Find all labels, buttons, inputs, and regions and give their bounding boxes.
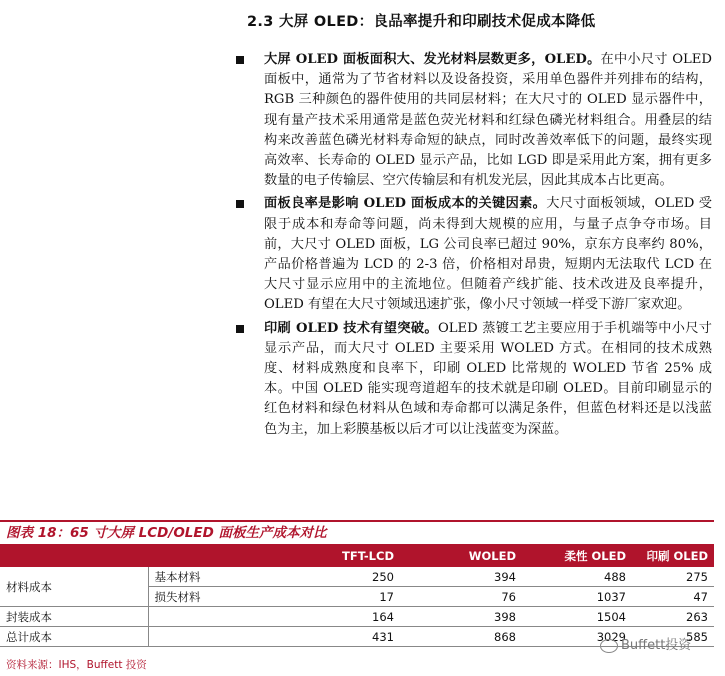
table-cell: 488 [522,567,632,587]
section-title: 大屏 OLED：良品率提升和印刷技术促成本降低 [278,14,596,30]
row-group-label: 封装成本 [0,607,148,627]
table-cell: 250 [290,567,400,587]
bullet-lead: 印刷 OLED 技术有望突破。 [264,320,438,336]
square-bullet-icon [236,56,244,64]
header-cell: 柔性 OLED [522,545,632,567]
square-bullet-icon [236,200,244,208]
header-cell [148,545,290,567]
bullet-item [236,319,712,440]
row-group-label: 材料成本 [0,567,148,607]
row-sub-label: 基本材料 [148,567,290,587]
table-title: 图表 18：65 寸大屏 LCD/OLED 面板生产成本对比 [0,520,714,545]
bullet-text: OLED 蒸镀工艺主要应用于手机端等中小尺寸显示产品，而大尺寸 OLED 主要采用 WOLED 方式。在相同的技术成熟度、材料成熟度和良率下，印刷 OLED 比常规的 WOLED 节省 25% 成本。中国 OLED 能实现弯道超车的技术就是印刷 OLED。目前印刷显示的红色材料和绿色材料从色域和寿命都可以满足条件，但蓝色材料还是以浅蓝色为主，加上彩膜基板以后才可以让浅蓝变为深蓝。 [264,320,712,437]
header-cell: TFT-LCD [290,545,400,567]
table-row [0,607,714,627]
row-sub-label [148,607,290,627]
table-cell: 1037 [522,587,632,607]
table-cell: 76 [400,587,522,607]
table-header-row [0,545,714,567]
table-cell: 275 [632,567,714,587]
table-cell: 263 [632,607,714,627]
table-cell: 585 [632,627,714,647]
square-bullet-icon [236,325,244,333]
row-group-label: 总计成本 [0,627,148,647]
bullet-list [236,50,712,443]
table-cell: 431 [290,627,400,647]
header-cell [0,545,148,567]
section-number: 2.3 [247,14,274,30]
cost-table [0,545,714,647]
header-cell: WOLED [400,545,522,567]
bullet-text: 在中小尺寸 OLED 面板中，通常为了节省材料以及设备投资，采用单色器件并列排布的结构，RGB 三种颜色的器件使用的共同层材料；在大尺寸的 OLED 显示器件中，现有量产技术采用通常是蓝色荧光材料和红绿色磷光材料组合。用叠层的结构来改善蓝色磷光材料寿命短的缺点，同时改善效率低下的问题，最终实现高效率、长寿命的 OLED 显示产品，比如 LGD 即是采用此方案，拥有更多数量的电子传输层、空穴传输层和有机发光层，因此其成本占比更高。 [264,52,712,189]
table-cell: 868 [400,627,522,647]
row-sub-label [148,627,290,647]
row-sub-label: 损失材料 [148,587,290,607]
cost-table-block [0,520,714,647]
header-cell: 印刷 OLED [632,545,714,567]
table-cell: 394 [400,567,522,587]
bullet-text: 大尺寸面板领域，OLED 受限于成本和寿命等问题，尚未得到大规模的应用，与量子点争夺市场。目前，大尺寸 OLED 面板，LG 公司良率已超过 90%，京东方良率约 80%，产品价格普遍为 LCD 的 2-3 倍，价格相对昂贵，短期内无法取代 LCD 在大尺寸显示应用中的主流地位。但随着产线扩能、技术改进及良率提升，OLED 有望在大尺寸领域迅速扩张，像小尺寸领域一样受下游厂家欢迎。 [264,196,712,313]
table-cell: 164 [290,607,400,627]
table-cell: 17 [290,587,400,607]
bullet-lead: 面板良率是影响 OLED 面板成本的关键因素。 [264,196,547,212]
bullet-item [236,50,712,191]
table-cell: 1504 [522,607,632,627]
section-heading [247,10,595,31]
watermark-text: Buffett投资 [621,638,692,653]
bullet-item [236,194,712,315]
table-cell: 47 [632,587,714,607]
table-cell: 398 [400,607,522,627]
table-row [0,567,714,587]
wechat-icon [600,639,618,653]
watermark [600,634,691,653]
source-note: 资料来源：IHS，Buffett 投资 [6,659,147,671]
table-cell: 3029 [522,627,632,647]
bullet-lead: 大屏 OLED 面板面积大、发光材料层数更多，OLED。 [264,52,601,67]
